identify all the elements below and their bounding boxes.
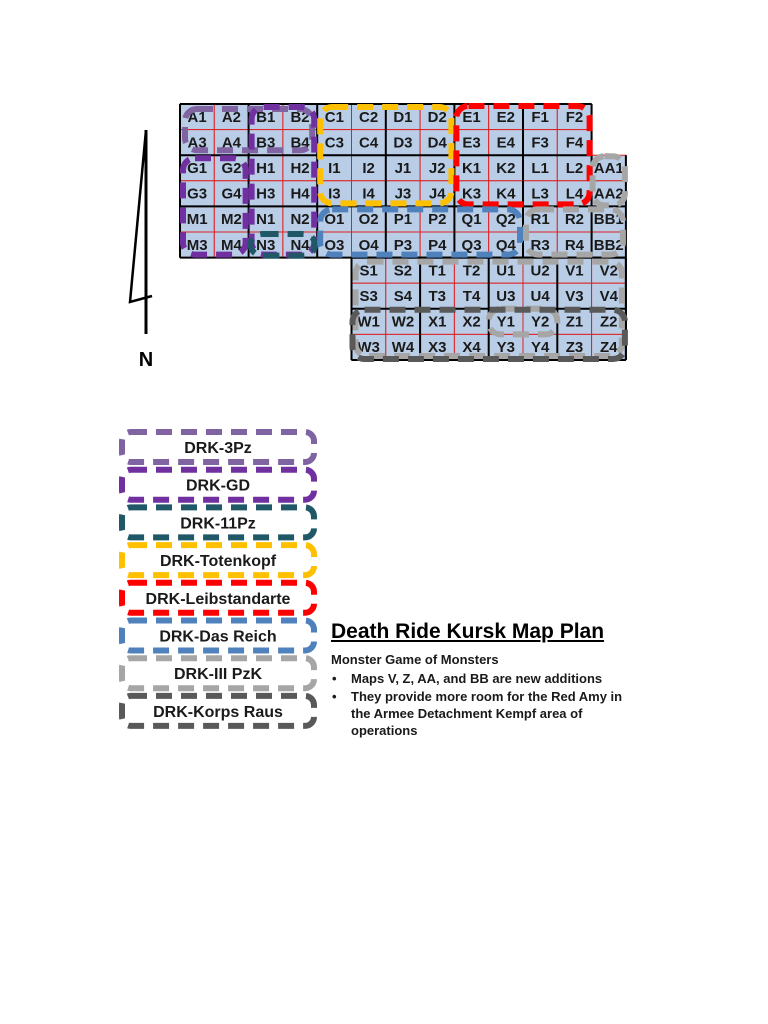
svg-text:W3: W3 (357, 339, 380, 357)
map-cell (386, 155, 420, 181)
svg-text:Q3: Q3 (461, 236, 482, 254)
svg-text:S4: S4 (393, 288, 413, 305)
svg-text:BB1: BB1 (593, 211, 624, 229)
svg-text:J2: J2 (428, 160, 446, 177)
svg-text:H3: H3 (256, 185, 276, 203)
legend-item (122, 583, 314, 613)
svg-text:P3: P3 (393, 236, 413, 254)
legend-label: DRK-Korps Raus (153, 703, 283, 721)
svg-text:J4: J4 (428, 185, 446, 203)
legend-label: DRK-Leibstandarte (145, 590, 291, 608)
svg-text:W4: W4 (391, 339, 415, 357)
svg-text:W2: W2 (391, 313, 415, 331)
svg-text:X1: X1 (428, 313, 447, 331)
map-cell (489, 283, 523, 309)
svg-text:L1: L1 (531, 160, 549, 177)
legend-item (122, 658, 314, 688)
svg-text:T3: T3 (428, 288, 447, 305)
svg-text:A4: A4 (221, 134, 242, 152)
legend-label: DRK-Das Reich (159, 628, 277, 646)
svg-text:R4: R4 (564, 236, 585, 254)
svg-text:T4: T4 (462, 288, 481, 305)
svg-text:G4: G4 (221, 185, 242, 203)
svg-text:F1: F1 (531, 108, 549, 126)
svg-text:M4: M4 (221, 236, 242, 254)
legend-item (122, 696, 314, 726)
svg-text:U1: U1 (496, 262, 516, 280)
map-cell (352, 130, 386, 156)
legend-label: DRK-Totenkopf (159, 553, 277, 571)
plan-subtitle: Monster Game of Monsters (331, 652, 499, 667)
svg-text:Z4: Z4 (599, 339, 618, 357)
svg-text:I2: I2 (362, 160, 375, 177)
svg-text:G3: G3 (187, 185, 208, 203)
svg-text:F4: F4 (565, 134, 584, 152)
svg-text:S2: S2 (393, 262, 413, 280)
legend-item (122, 432, 314, 462)
svg-text:D4: D4 (427, 134, 447, 152)
svg-text:U4: U4 (530, 288, 550, 305)
note-item: • They provide more room for the Red Amy in the Armee Detachment Kempf area of operations (331, 688, 631, 739)
north-label: N (138, 349, 154, 371)
svg-text:Y3: Y3 (496, 339, 516, 357)
map-cell (523, 155, 557, 181)
svg-text:V4: V4 (599, 288, 618, 305)
svg-text:I3: I3 (328, 185, 341, 203)
plan-title: Death Ride Kursk Map Plan (331, 620, 605, 643)
svg-text:A3: A3 (187, 134, 207, 152)
svg-text:L2: L2 (565, 160, 584, 177)
map-cell (523, 283, 557, 309)
legend-item (122, 470, 314, 500)
svg-text:H2: H2 (290, 160, 310, 177)
svg-text:N3: N3 (256, 236, 276, 254)
svg-text:O2: O2 (358, 211, 379, 229)
svg-text:X4: X4 (462, 339, 481, 357)
svg-text:AA2: AA2 (593, 185, 624, 203)
svg-text:C3: C3 (324, 134, 344, 152)
svg-text:E3: E3 (462, 134, 481, 152)
svg-text:B2: B2 (290, 108, 310, 126)
plan-notes (331, 670, 631, 740)
svg-text:C2: C2 (359, 108, 379, 126)
svg-text:N2: N2 (290, 211, 310, 229)
svg-text:C1: C1 (324, 108, 344, 126)
svg-text:K2: K2 (496, 160, 516, 177)
svg-text:O1: O1 (324, 211, 345, 229)
svg-text:V2: V2 (599, 262, 618, 280)
legend-item (122, 545, 314, 575)
svg-text:K4: K4 (496, 185, 516, 203)
svg-text:E4: E4 (496, 134, 516, 152)
svg-text:P1: P1 (393, 211, 413, 229)
map-cell (454, 155, 488, 181)
svg-text:W1: W1 (357, 313, 380, 331)
map-cell (489, 155, 523, 181)
svg-text:T2: T2 (462, 262, 481, 280)
svg-text:R3: R3 (530, 236, 550, 254)
svg-text:P4: P4 (428, 236, 447, 254)
legend-label: DRK-III PzK (174, 666, 262, 684)
svg-text:T1: T1 (428, 262, 447, 280)
svg-text:E2: E2 (496, 108, 516, 126)
map-cell (454, 283, 488, 309)
svg-text:Z3: Z3 (565, 339, 584, 357)
svg-text:Y4: Y4 (530, 339, 550, 357)
svg-text:AA1: AA1 (593, 160, 624, 177)
svg-text:U3: U3 (496, 288, 516, 305)
svg-text:M3: M3 (186, 236, 208, 254)
svg-text:G2: G2 (221, 160, 242, 177)
svg-text:I1: I1 (328, 160, 341, 177)
svg-text:O4: O4 (358, 236, 379, 254)
legend (122, 432, 314, 726)
map-cell (489, 130, 523, 156)
map-cell (386, 130, 420, 156)
svg-text:B1: B1 (256, 108, 276, 126)
svg-text:R1: R1 (530, 211, 550, 229)
svg-text:L3: L3 (531, 185, 549, 203)
map-cell (557, 155, 591, 181)
svg-text:K3: K3 (461, 185, 482, 203)
svg-text:I4: I4 (362, 185, 375, 203)
svg-text:X2: X2 (462, 313, 481, 331)
svg-text:B3: B3 (256, 134, 276, 152)
svg-text:O3: O3 (324, 236, 345, 254)
svg-text:N1: N1 (256, 211, 276, 229)
svg-text:S3: S3 (359, 288, 378, 305)
svg-text:F2: F2 (565, 108, 584, 126)
svg-text:Z1: Z1 (565, 313, 584, 331)
svg-text:K1: K1 (461, 160, 482, 177)
map-cell (352, 155, 386, 181)
svg-text:J1: J1 (394, 160, 412, 177)
legend-label: DRK-11Pz (180, 515, 256, 533)
legend-label: DRK-3Pz (184, 440, 252, 457)
svg-text:R2: R2 (564, 211, 585, 229)
svg-text:L4: L4 (565, 185, 584, 203)
svg-text:B4: B4 (290, 134, 310, 152)
svg-text:D2: D2 (427, 108, 447, 126)
svg-text:M2: M2 (221, 211, 242, 229)
svg-text:G1: G1 (187, 160, 208, 177)
svg-text:C4: C4 (359, 134, 379, 152)
legend-item (122, 507, 314, 537)
map-cell (557, 283, 591, 309)
legend-label: DRK-GD (186, 477, 250, 495)
svg-text:X3: X3 (428, 339, 447, 357)
svg-text:U2: U2 (530, 262, 550, 280)
svg-text:E1: E1 (462, 108, 481, 126)
svg-text:V1: V1 (565, 262, 584, 280)
north-arrow-icon (130, 130, 152, 334)
map-cell (523, 130, 557, 156)
svg-text:N4: N4 (290, 236, 310, 254)
svg-text:F3: F3 (531, 134, 549, 152)
svg-text:BB2: BB2 (593, 236, 624, 254)
svg-text:A1: A1 (187, 108, 207, 126)
svg-text:Q1: Q1 (461, 211, 482, 229)
svg-text:H1: H1 (256, 160, 276, 177)
svg-text:M1: M1 (186, 211, 208, 229)
svg-text:H4: H4 (290, 185, 310, 203)
svg-text:S1: S1 (359, 262, 378, 280)
svg-text:J3: J3 (394, 185, 412, 203)
svg-text:D1: D1 (393, 108, 413, 126)
map-cell (420, 283, 454, 309)
svg-text:Q4: Q4 (495, 236, 516, 254)
svg-text:A2: A2 (221, 108, 242, 126)
map-cell (386, 283, 420, 309)
svg-text:V3: V3 (565, 288, 584, 305)
svg-text:P2: P2 (428, 211, 447, 229)
note-item: • Maps V, Z, AA, and BB are new additions (331, 670, 631, 687)
svg-text:Z2: Z2 (599, 313, 618, 331)
legend-item (122, 621, 314, 651)
svg-text:D3: D3 (393, 134, 413, 152)
svg-text:Q2: Q2 (495, 211, 516, 229)
svg-text:Y1: Y1 (496, 313, 516, 331)
map-cell (454, 130, 488, 156)
map-cell (557, 130, 591, 156)
svg-text:Y2: Y2 (530, 313, 550, 331)
